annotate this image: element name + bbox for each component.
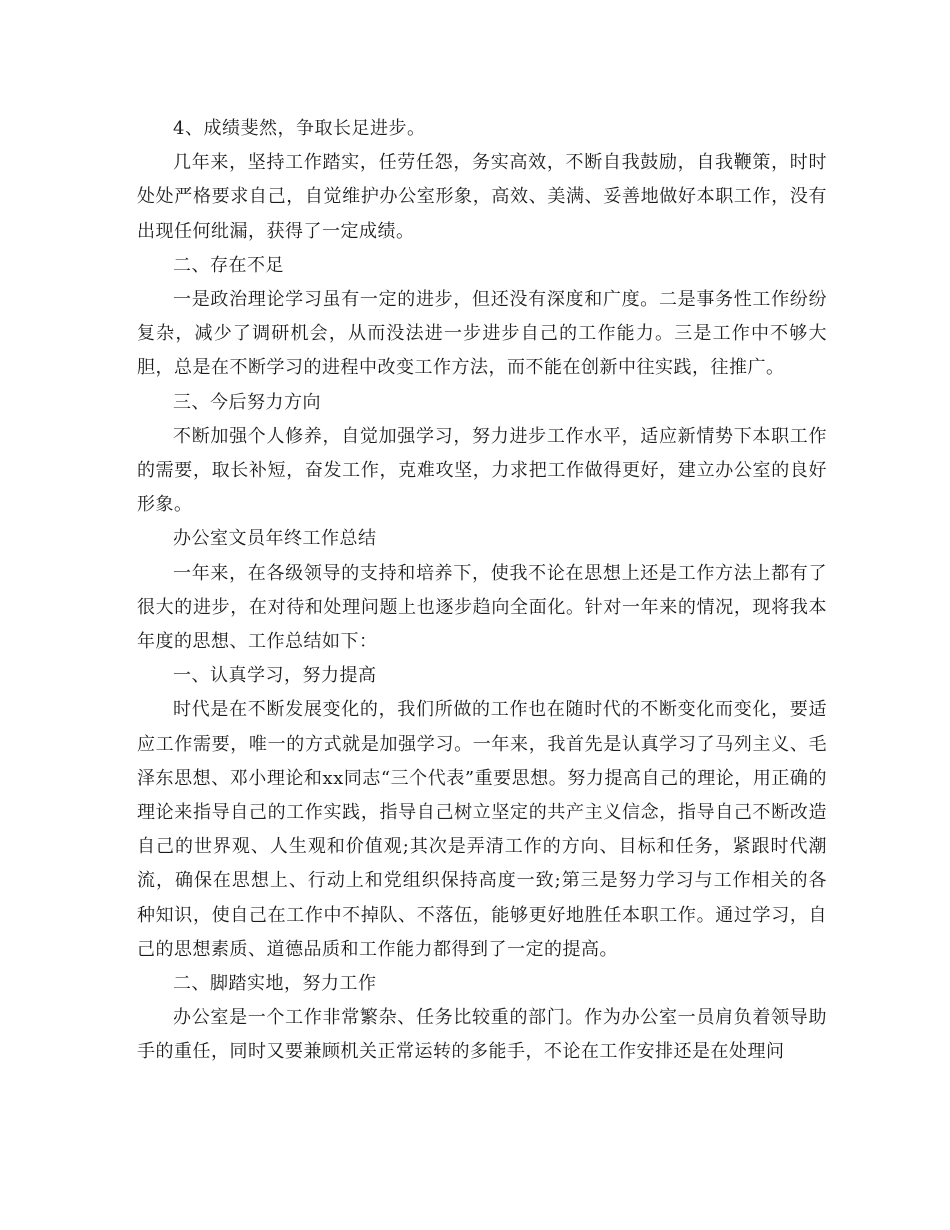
paragraph-achievements: 几年来，坚持工作踏实，任劳任怨，务实高效，不断自我鼓励，自我鞭策，时时处处严格要求自己，自觉维护办公室形象，高效、美满、妥善地做好本职工作，没有出现任何纰漏，获得了一定成绩。 [137, 152, 827, 242]
section-4-heading: 4、成绩斐然，争取长足进步。 [173, 118, 426, 139]
heading-future-direction: 三、今后努力方向 [173, 391, 321, 413]
heading-work: 二、脚踏实地，努力工作 [173, 973, 377, 995]
heading-study: 一、认真学习，努力提高 [173, 665, 377, 687]
summary-title: 办公室文员年终工作总结 [173, 528, 377, 550]
paragraph-shortcomings: 一是政治理论学习虽有一定的进步，但还没有深度和广度。二是事务性工作纷纷复杂，减少了调研机会，从而没法进一步进步自己的工作能力。三是工作中不够大胆，总是在不断学习的进程中改变工作方法，而不能在创新中往实践，往推广。 [137, 289, 827, 379]
paragraph-future-direction: 不断加强个人修养，自觉加强学习，努力进步工作水平，适应新情势下本职工作的需要，取长补短，奋发工作，克难攻坚，力求把工作做得更好，建立办公室的良好形象。 [137, 425, 827, 516]
heading-shortcomings: 二、存在不足 [173, 254, 284, 276]
paragraph-intro: 一年来，在各级领导的支持和培养下，使我不论在思想上还是工作方法上都有了很大的进步，在对待和处理问题上也逐步趋向全面化。针对一年来的情况，现将我本年度的思想、工作总结如下： [137, 562, 827, 653]
document-body [137, 112, 827, 1070]
paragraph-study: 时代是在不断发展变化的，我们所做的工作也在随时代的不断变化而变化，要适应工作需要，唯一的方式就是加强学习。一年来，我首先是认真学习了马列主义、毛泽东思想、邓小理论和xx同志“三个代表”重要思想。努力提高自己的理论，用正确的理论来指导自己的工作实践，指导自己树立坚定的共产主义信念，指导自己不断改造自己的世界观、人生观和价值观;其次是弄清工作的方向、目标和任务，紧跟时代潮流，确保在思想上、行动上和党组织保持高度一致;第三是努力学习与工作相关的各种知识，使自己在工作中不掉队、不落伍，能够更好地胜任本职工作。通过学习，自己的思想素质、道德品质和工作能力都得到了一定的提高。 [137, 699, 827, 960]
paragraph-work: 办公室是一个工作非常繁杂、任务比较重的部门。作为办公室一员肩负着领导助手的重任，同时又要兼顾机关正常运转的多能手，不论在工作安排还是在处理问 [137, 1007, 827, 1063]
